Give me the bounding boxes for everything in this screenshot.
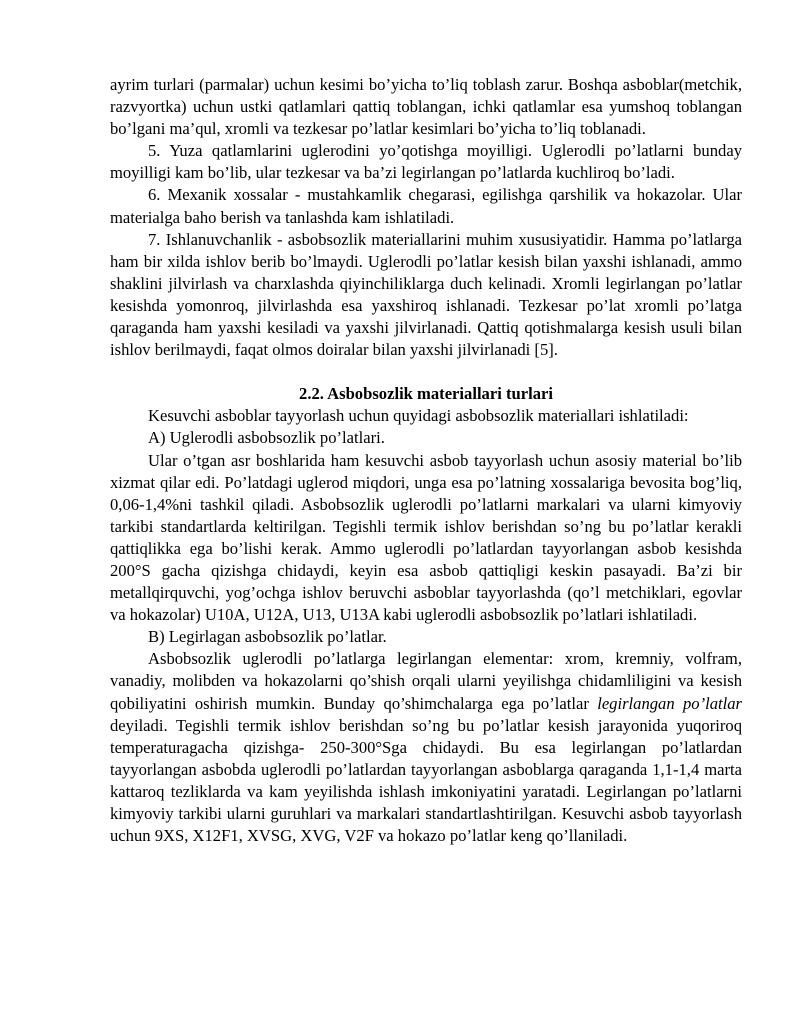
italic-term: legirlangan po’latlar xyxy=(597,693,742,713)
paragraph-alloy-steels xyxy=(110,648,742,847)
paragraph-item-6: 6. Mexanik xossalar - mustahkamlik chegarasi, egilishga qarshilik va hokazolar. Ular materialga baho berish va tanlashda kam ishlatiladi. xyxy=(110,185,742,227)
paragraph-item-5: 5. Yuza qatlamlarini uglerodini yo’qotishga moyilligi. Uglerodli po’latlarni bunday moyilligi kam bo’lib, ular tezkesar va ba’zi legirlangan po’latlarda kuchliroq bo’ladi. xyxy=(110,141,742,183)
alloy-text-end: deyiladi. Tegishli termik ishlov berishdan so’ng bu po’latlar kesish jarayonida yuqoriroq temperaturagacha qizishga- 250-300°Sga chidaydi. Bu esa legirlangan po’latlardan tayyorlangan asbobda uglerodli po’latlardan tayyorlangan asboblarga qaraganda 1,1-1,4 marta kattaroq tezliklarda va kam yeyilishda ishlash imkoniyatini yaratadi. Legirlangan po’latlarni kimyoviy tarkibi ularni guruhlari va markalari standartlashtirilgan. Kesuvchi asbob tayyorlash uchun 9XS, X12F1, XVSG, XVG, V2F va hokazo po’latlar keng qo’llaniladi. xyxy=(110,715,742,846)
section-spacer xyxy=(110,361,742,383)
subheading-carbon-steels: A) Uglerodli asbobsozlik po’latlari. xyxy=(148,428,385,448)
paragraph-carbon-steels: Ular o’tgan asr boshlarida ham kesuvchi asbob tayyorlash uchun asosiy material bo’lib xizmat qilar edi. Po’latdagi uglerod miqdori, unga esa po’latning xossalariga bevosita bog’liq, 0,06-1,4%ni tashkil qiladi. Asbobsozlik uglerodli po’latlarni markalari va ularni kimyoviy tarkibi standartlarda keltirilgan. Tegishli termik ishlov berishdan so’ng bu po’latlar kerakli qattiqlikka ega bo’lishi kerak. Ammo uglerodli po’latlardan tayyorlangan asbob kesishda 200°S gacha qizishga chidaydi, keyin esa asbob qattiqligi keskin pasayadi. Ba’zi bir metallqirquvchi, yog’ochga ishlov beruvchi asboblar tayyorlashda (qo’l metchiklari, egovlar va hokazolar) U10A, U12A, U13, U13A kabi uglerodli asbobsozlik po’latlari ishlatiladi. xyxy=(110,450,742,625)
alloy-text-start: Asbobsozlik uglerodli po’latlarga legirlangan elementar: xrom, kremniy, volfram, vanadiy, molibden va hokazolarni qo’shish orqali ularni yeyilishga chidamliligini va kesish qobiliyatini oshirish mumkin. Bunday qo’shimchalarga ega po’latlar xyxy=(110,649,742,713)
paragraph-continuation: ayrim turlari (parmalar) uchun kesimi bo’yicha to’liq toblash zarur. Boshqa asboblar(metchik, razvyortka) uchun ustki qatlamlari qattiq toblangan, ichki qatlamlar esa yumshoq toblangan bo’lgani ma’qul, xromli va tezkesar po’latlar kesimlari bo’yicha to’liq toblanadi. xyxy=(110,75,742,139)
paragraph-item-7: 7. Ishlanuvchanlik - asbobsozlik materiallarini muhim xususiyatidir. Hamma po’latlarga ham bir xilda ishlov berib bo’lmaydi. Uglerodli po’latlar kesish bilan yaxshi ishlanadi, ammo shaklini jilvirlash va charxlashda qiyinchiliklarga duch kelinadi. Xromli legirlangan po’latlar kesishda yomonroq, jilvirlashda esa yaxshiroq ishlanadi. Tezkesar po’lat xromli po’latga qaraganda ham yaxshi kesiladi va yaxshi jilvirlanadi. Qattiq qotishmalarga kesish usuli bilan ishlov berilmaydi, faqat olmos doiralar bilan yaxshi jilvirlanadi [5]. xyxy=(110,229,742,360)
document-page xyxy=(110,74,742,847)
paragraph-intro: Kesuvchi asboblar tayyorlash uchun quyidagi asbobsozlik materiallari ishlatiladi: xyxy=(148,406,689,426)
section-heading: 2.2. Asbobsozlik materiallari turlari xyxy=(299,384,553,404)
subheading-alloy-steels: B) Legirlagan asbobsozlik po’latlar. xyxy=(148,627,387,647)
